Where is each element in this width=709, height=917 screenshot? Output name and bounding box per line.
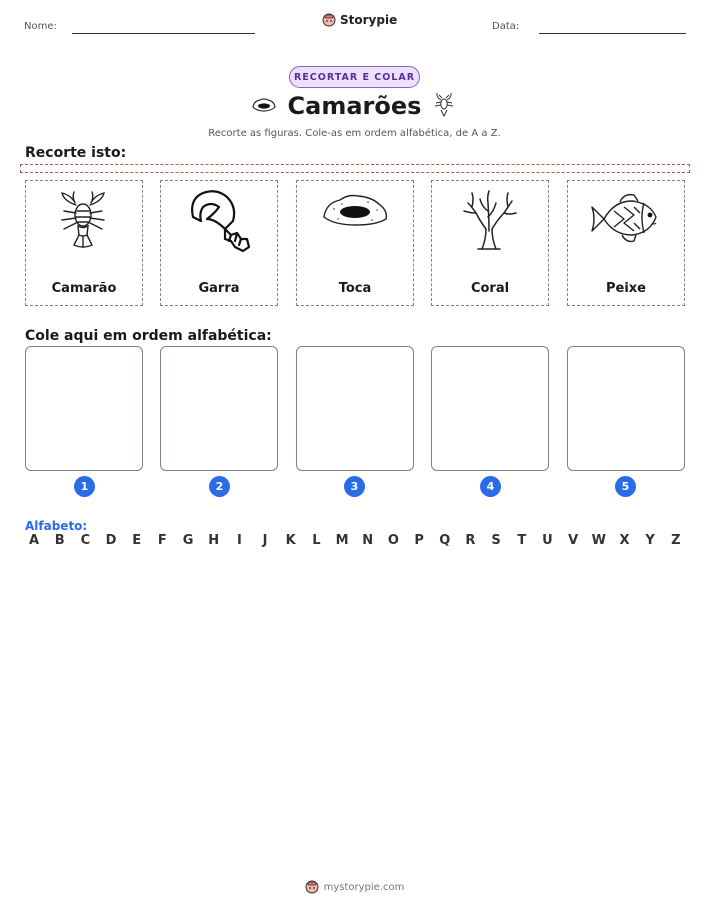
alphabet-letter: Q [439, 533, 451, 548]
alphabet-letter: W [591, 533, 606, 548]
shrimp-icon [432, 92, 456, 118]
burrow-icon [320, 191, 390, 231]
brand-name: Storypie [340, 13, 398, 27]
paste-section-title: Cole aqui em ordem alfabética: [25, 328, 272, 344]
paste-slot-3[interactable] [296, 346, 414, 471]
alphabet-letter: N [362, 533, 374, 548]
alphabet-letter: K [285, 533, 296, 548]
shrimp-icon [50, 189, 116, 253]
slot-number-4: 4 [480, 476, 501, 497]
alphabet-letter: R [465, 533, 476, 548]
card-label: Camarão [51, 281, 117, 296]
alphabet-letter: E [132, 533, 142, 548]
cut-line [20, 164, 690, 173]
name-line[interactable] [72, 33, 255, 34]
cut-card-garra[interactable] [160, 180, 278, 306]
instructions: Recorte as figuras. Cole-as em ordem alfabética, de A a Z. [208, 128, 501, 139]
coral-icon [456, 189, 522, 253]
alphabet-letter: U [542, 533, 553, 548]
alphabet-letter: D [105, 533, 117, 548]
paste-slot-4[interactable] [431, 346, 549, 471]
alphabet-letter: G [182, 533, 194, 548]
alphabet-letter: F [157, 533, 167, 548]
alphabet-letter: T [517, 533, 527, 548]
alphabet-letter: Y [645, 533, 655, 548]
page-title: Camarões [287, 92, 422, 120]
name-label: Nome: [24, 21, 57, 32]
claw-icon [185, 189, 255, 255]
cut-card-camarao[interactable] [25, 180, 143, 306]
card-label: Toca [338, 281, 372, 296]
brand-logo [322, 13, 397, 27]
alphabet-letter: M [335, 533, 349, 548]
date-line[interactable] [539, 33, 686, 34]
alphabet-label: Alfabeto: [25, 519, 88, 533]
alphabet-letter: L [312, 533, 321, 548]
alphabet-letter: H [208, 533, 220, 548]
slot-number-3: 3 [344, 476, 365, 497]
alphabet-letter: Z [671, 533, 681, 548]
cut-card-coral[interactable] [431, 180, 549, 306]
footer [0, 880, 709, 894]
cut-section-title: Recorte isto: [25, 145, 127, 161]
alphabet-letter: A [28, 533, 40, 548]
footer-url[interactable]: mystorypie.com [323, 881, 405, 893]
slot-number-1: 1 [74, 476, 95, 497]
date-label: Data: [492, 21, 520, 32]
paste-slot-1[interactable] [25, 346, 143, 471]
cut-card-toca[interactable] [296, 180, 414, 306]
alphabet-letter: P [414, 533, 424, 548]
alphabet-letter: V [568, 533, 579, 548]
card-label: Garra [198, 281, 240, 296]
activity-badge: RECORTAR E COLAR [289, 66, 420, 88]
alphabet-letter: B [54, 533, 65, 548]
alphabet-letter: O [387, 533, 399, 548]
alphabet-letter: C [80, 533, 91, 548]
slot-number-5: 5 [615, 476, 636, 497]
alphabet-letter: I [236, 533, 242, 548]
card-label: Coral [470, 281, 510, 296]
storypie-mascot-icon [322, 13, 336, 27]
slot-number-2: 2 [209, 476, 230, 497]
alphabet-row [25, 533, 685, 548]
cut-card-peixe[interactable] [567, 180, 685, 306]
storypie-mascot-icon [305, 880, 319, 894]
alphabet-letter: S [491, 533, 501, 548]
fish-icon [590, 189, 660, 249]
alphabet-letter: J [262, 533, 268, 548]
paste-slot-2[interactable] [160, 346, 278, 471]
paste-slot-5[interactable] [567, 346, 685, 471]
alphabet-letter: X [619, 533, 630, 548]
card-label: Peixe [605, 281, 646, 296]
